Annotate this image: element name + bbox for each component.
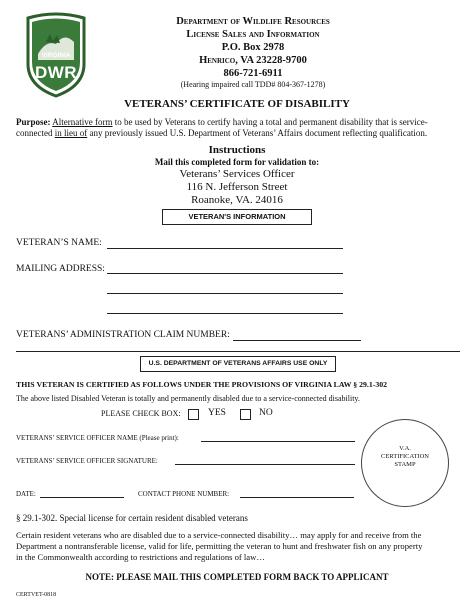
purpose-label: Purpose: — [16, 117, 51, 127]
form-id: CERTVET-0818 — [16, 592, 57, 598]
veteran-name-field[interactable] — [107, 248, 343, 249]
va-certification-stamp — [361, 419, 449, 507]
instructions-heading: Instructions — [208, 144, 266, 156]
purpose-text-1: to be used by Veterans to certify having a total and permanent disability that is service- — [112, 117, 428, 127]
yes-checkbox[interactable] — [188, 409, 199, 420]
law-text-line-3: in the Commonwealth according to restrictions and regulations of law… — [16, 552, 265, 562]
stamp-line-2: CERTIFICATION — [381, 453, 429, 460]
logo-abbr-text: DWR — [34, 63, 78, 82]
law-text-line-1: Certain resident veterans who are disabled due to a service-connected disability… may apply for and receive from the — [16, 530, 422, 540]
no-checkbox[interactable] — [240, 409, 251, 420]
purpose-text-2a: connected — [16, 128, 55, 138]
purpose-text-2b: any previously issued U.S. Department of Veterans’ Affairs document reflecting qualification. — [87, 128, 428, 138]
instructions-addr-1: Veterans’ Services Officer — [179, 168, 295, 180]
header-phone: 866-721-6911 — [223, 68, 283, 79]
date-field[interactable] — [40, 497, 124, 498]
mailing-address-label: MAILING ADDRESS: — [16, 264, 105, 274]
certification-heading: THIS VETERAN IS CERTIFIED AS FOLLOWS UNDER THE PROVISIONS OF VIRGINIA LAW § 29.1-302 — [16, 380, 388, 389]
dwr-logo — [24, 12, 88, 98]
form-title: VETERANS’ CERTIFICATE OF DISABILITY — [124, 98, 350, 110]
header-city: Henrico, VA 23228-9700 — [199, 55, 307, 66]
purpose-paragraph — [16, 117, 461, 139]
header-pobox: P.O. Box 2978 — [221, 42, 285, 53]
no-label: NO — [259, 408, 273, 418]
instructions-addr-3: Roanoke, VA. 24016 — [191, 194, 283, 206]
logo-state-text: VIRGINIA — [41, 52, 71, 59]
mailing-address-field-1[interactable] — [107, 273, 343, 274]
header-sales: License Sales and Information — [186, 29, 320, 40]
officer-signature-label: VETERANS’ SERVICE OFFICER SIGNATURE: — [16, 457, 158, 465]
officer-name-label: VETERANS’ SERVICE OFFICER NAME (Please print): — [16, 434, 179, 442]
claim-number-label: VETERANS’ ADMINISTRATION CLAIM NUMBER: — [16, 330, 230, 340]
purpose-alt-text: Alternative form — [52, 117, 113, 127]
footer-note: NOTE: PLEASE MAIL THIS COMPLETED FORM BACK TO APPLICANT — [85, 572, 389, 582]
contact-phone-label: CONTACT PHONE NUMBER: — [138, 490, 230, 498]
law-text — [16, 530, 466, 563]
claim-number-field[interactable] — [233, 340, 361, 341]
yes-label: YES — [208, 408, 226, 418]
law-section-title: § 29.1-302. Special license for certain resident disabled veterans — [16, 513, 248, 523]
officer-signature-field[interactable] — [175, 464, 355, 465]
purpose-inlieu: in lieu of — [54, 128, 88, 138]
contact-phone-field[interactable] — [240, 497, 354, 498]
header-dept: Department of Wildlife Resources — [176, 16, 330, 27]
certification-text: The above listed Disabled Veteran is totally and permanently disabled due to a service-connected disability. — [16, 394, 360, 403]
header-tdd: (Hearing impaired call TDD# 804-367-1278) — [180, 80, 326, 89]
date-label: DATE: — [16, 490, 36, 498]
check-box-label: PLEASE CHECK BOX: — [101, 409, 181, 418]
officer-name-field[interactable] — [201, 441, 355, 442]
stamp-line-1: V.A. — [399, 445, 411, 452]
instructions-addr-2: 116 N. Jefferson Street — [186, 181, 288, 193]
veteran-info-box: VETERAN'S INFORMATION — [162, 209, 312, 225]
mailing-address-field-3[interactable] — [107, 313, 343, 314]
va-use-only-box: U.S. DEPARTMENT OF VETERANS AFFAIRS USE ONLY — [140, 356, 336, 372]
stamp-line-3: STAMP — [394, 461, 416, 468]
veteran-name-label: VETERAN’S NAME: — [16, 238, 102, 248]
instructions-mail-line: Mail this completed form for validation to: — [154, 157, 320, 167]
section-divider — [16, 351, 460, 352]
mailing-address-field-2[interactable] — [107, 293, 343, 294]
law-text-line-2: Department a nontransferable license, valid for life, permitting the veteran to hunt and freshwater fish on any property — [16, 541, 423, 551]
